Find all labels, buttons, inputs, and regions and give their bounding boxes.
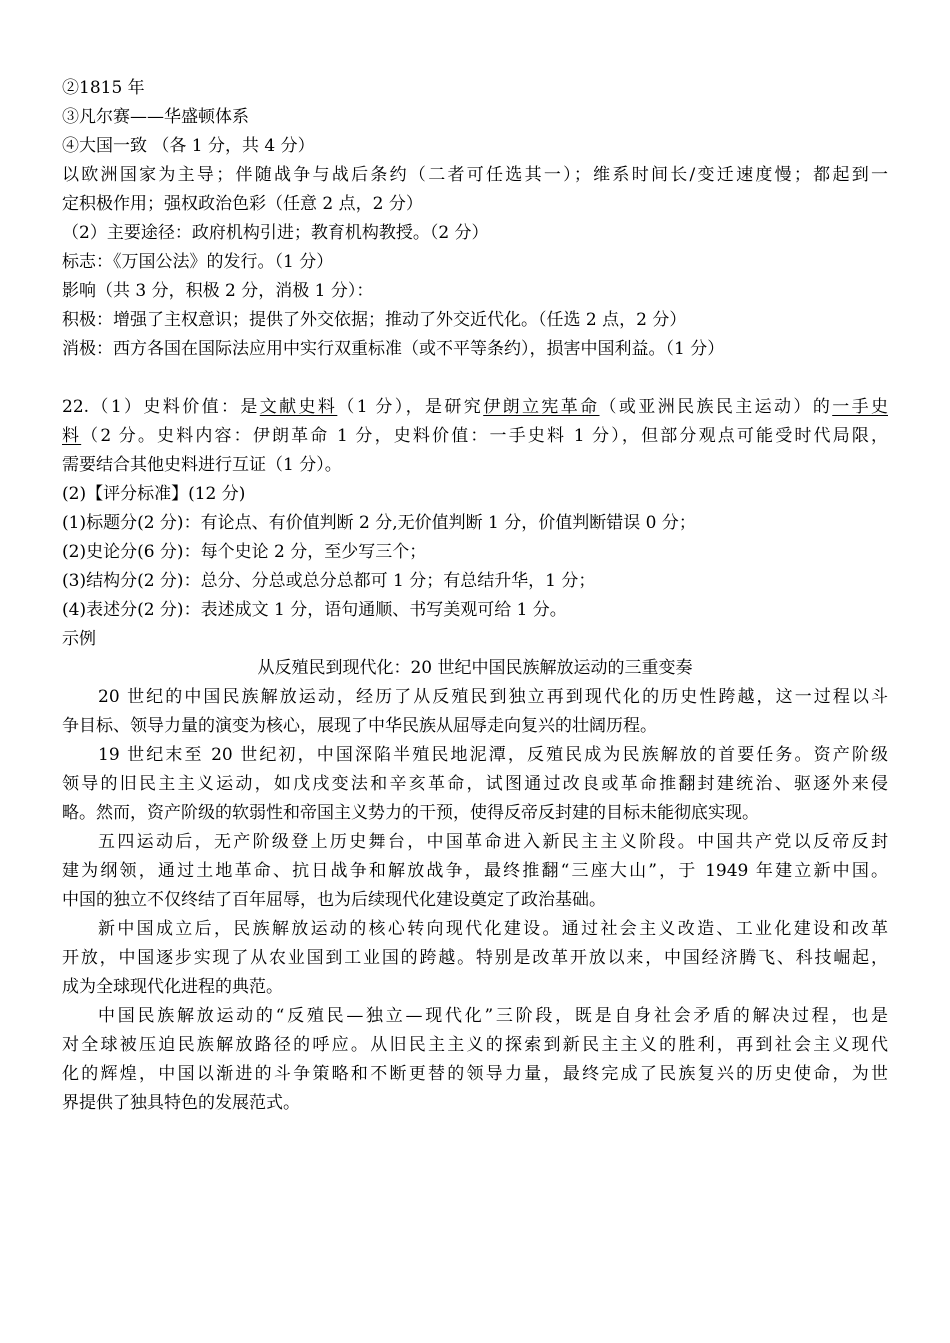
essay-line: 界提供了独具特色的发展范式。: [62, 1093, 300, 1113]
essay-line: 中国的独立不仅终结了百年屈辱，也为后续现代化建设奠定了政治基础。: [62, 890, 606, 910]
essay-line: 成为全球现代化进程的典范。: [62, 977, 283, 997]
blank-line: [62, 364, 888, 393]
essay-title: 从反殖民到现代化：20 世纪中国民族解放运动的三重变奏: [257, 658, 693, 678]
answer-line: 定积极作用；强权政治色彩（任意 2 点，2 分）: [62, 194, 423, 214]
essay-line: 化的辉煌，中国以渐进的斗争策略和不断更替的领导力量，最终完成了民族复兴的历史使命，为世: [62, 1064, 888, 1084]
answer-line: 标志：《万国公法》的发行。（1 分）: [62, 252, 334, 272]
scoring-standard-item: (3)结构分(2 分)：总分、分总或总分总都可 1 分；有总结升华，1 分；: [62, 571, 596, 591]
essay-paragraph: [62, 915, 888, 1002]
answer-21-section: [62, 74, 888, 364]
essay-paragraph: [62, 683, 888, 741]
underlined-term: 一手史: [832, 397, 888, 417]
scoring-standard-item: (4)表述分(2 分)：表述成文 1 分，语句通顺、书写美观可给 1 分。: [62, 600, 567, 620]
text-run: （或亚洲民族民主运动）的: [599, 397, 833, 417]
answer-line: 以欧洲国家为主导；伴随战争与战后条约（二者可任选其一）；维系时间长/变迁速度慢；都起到一: [62, 165, 888, 185]
answer-22-section: [62, 393, 888, 1118]
essay-paragraph: [62, 1002, 888, 1118]
essay-line: 略。然而，资产阶级的软弱性和帝国主义势力的干预，使得反帝反封建的目标未能彻底实现。: [62, 803, 759, 823]
answer-line: ④大国一致 （各 1 分，共 4 分）: [62, 136, 315, 156]
essay-line: 争目标、领导力量的演变为核心，展现了中华民族从屈辱走向复兴的壮阔历程。: [62, 716, 657, 736]
answer-22-q1-line: 需要结合其他史料进行互证（1 分）。: [62, 455, 342, 475]
answer-22-q1-line: [62, 393, 888, 422]
underlined-term: 伊朗立宪革命: [483, 397, 600, 417]
example-label: 示例: [62, 629, 96, 649]
text-run: 22.（1）史料价值：是: [62, 397, 260, 417]
essay-line: 20 世纪的中国民族解放运动，经历了从反殖民到独立再到现代化的历史性跨越，这一过程以斗: [98, 687, 888, 707]
text-run: （2 分。史料内容：伊朗革命 1 分，史料价值：一手史料 1 分），但部分观点可能受时代局限，: [81, 426, 889, 446]
scoring-standard-item: (1)标题分(2 分)：有论点、有价值判断 2 分,无价值判断 1 分，价值判断错误 0 分；: [62, 513, 696, 533]
text-run: （1 分），是研究: [337, 397, 484, 417]
essay-line: 19 世纪末至 20 世纪初，中国深陷半殖民地泥潭，反殖民成为民族解放的首要任务。资产阶级: [98, 745, 888, 765]
scoring-standard-item: (2)史论分(6 分)：每个史论 2 分，至少写三个；: [62, 542, 427, 562]
essay-line: 新中国成立后，民族解放运动的核心转向现代化建设。通过社会主义改造、工业化建设和改革: [98, 919, 888, 939]
answer-line: ②1815 年: [62, 78, 145, 98]
essay-line: 领导的旧民主主义运动，如戊戌变法和辛亥革命，试图通过改良或革命推翻封建统治、驱逐外来侵: [62, 774, 888, 794]
answer-line: （2）主要途径：政府机构引进；教育机构教授。（2 分）: [62, 223, 489, 243]
answer-line: 影响（共 3 分，积极 2 分，消极 1 分）：: [62, 281, 374, 301]
essay-paragraph: [62, 741, 888, 828]
answer-line: 积极：增强了主权意识；提供了外交依据；推动了外交近代化。（任选 2 点，2 分）: [62, 310, 687, 330]
answer-line: 消极：西方各国在国际法应用中实行双重标准（或不平等条约），损害中国利益。（1 分）: [62, 339, 725, 359]
answer-line: ③凡尔赛——华盛顿体系: [62, 107, 249, 127]
underlined-term: 料: [62, 426, 82, 446]
essay-paragraph: [62, 828, 888, 915]
answer-22-q1-line: [62, 422, 888, 451]
essay-line: 五四运动后，无产阶级登上历史舞台，中国革命进入新民主主义阶段。中国共产党以反帝反封: [98, 832, 888, 852]
scoring-standard-title: (2)【评分标准】(12 分): [62, 484, 246, 504]
essay-line: 建为纲领，通过土地革命、抗日战争和解放战争，最终推翻“三座大山”，于 1949 年建立新中国。: [62, 861, 888, 881]
essay-line: 开放，中国逐步实现了从农业国到工业国的跨越。特别是改革开放以来，中国经济腾飞、科技崛起，: [62, 948, 888, 968]
essay-line: 中国民族解放运动的“反殖民—独立—现代化”三阶段，既是自身社会矛盾的解决过程，也是: [98, 1006, 888, 1026]
underlined-term: 文献史料: [259, 397, 338, 417]
essay-line: 对全球被压迫民族解放路径的呼应。从旧民主主义的探索到新民主主义的胜利，再到社会主义现代: [62, 1035, 888, 1055]
